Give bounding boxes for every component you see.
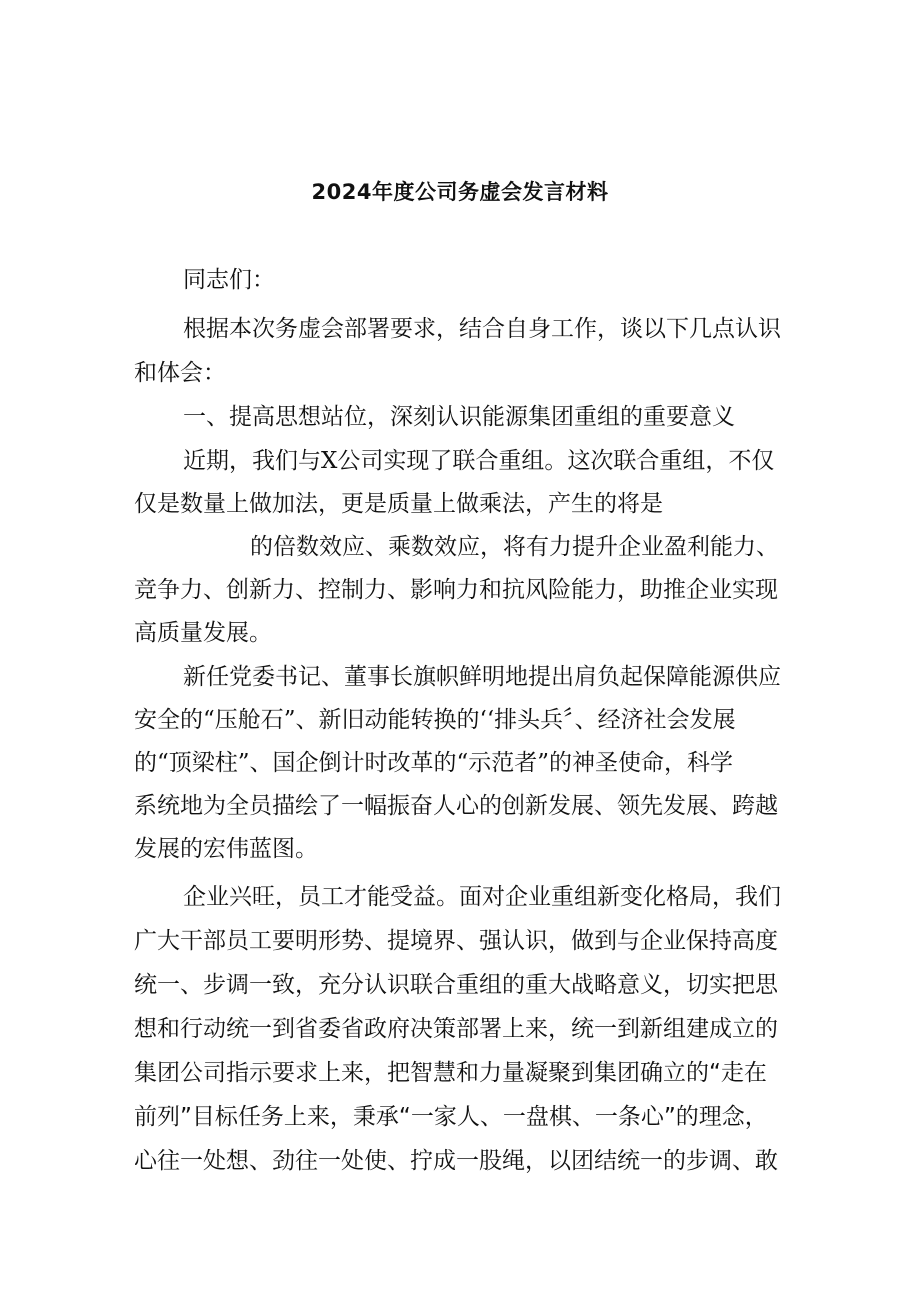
- paragraph-line: 企业兴旺，员工才能受益。面对企业重组新变化格局，我们: [183, 884, 781, 910]
- paragraph-line: 的倍数效应、乘数效应，将有力提升企业盈利能力、: [250, 534, 779, 560]
- document-title: 2024年度公司务虚会发言材料: [311, 180, 609, 204]
- paragraph-line: 近期，我们与X公司实现了联合重组。这次联合重组，不仅: [183, 448, 775, 474]
- paragraph-line: 的“顶梁柱”、国企倒计时改革的“示范者”的神圣使命，科学: [134, 750, 734, 776]
- paragraph-line: 新任党委书记、董事长旗帜鲜明地提出肩负起保障能源供应: [183, 664, 781, 690]
- paragraph-line: 前列”目标任务上来，秉承“一家人、一盘棋、一条心”的理念，: [134, 1104, 768, 1130]
- salutation: 同志们：: [183, 267, 275, 293]
- paragraph-line: 集团公司指示要求上来，把智慧和力量凝聚到集团确立的“走在: [134, 1060, 767, 1086]
- paragraph-line: 想和行动统一到省委省政府决策部署上来，统一到新组建成立的: [134, 1016, 778, 1042]
- paragraph-line: 心往一处想、劲往一处使、拧成一股绳，以团结统一的步调、敢: [134, 1148, 778, 1174]
- paragraph-line: 统一、步调一致，充分认识联合重组的重大战略意义，切实把思: [134, 972, 778, 998]
- paragraph-line: 仅是数量上做加法，更是质量上做乘法，产生的将是: [134, 491, 663, 517]
- paragraph-line: 竞争力、创新力、控制力、影响力和抗风险能力，助推企业实现: [134, 577, 778, 603]
- section-heading: 一、提高思想站位，深刻认识能源集团重组的重要意义: [183, 404, 735, 430]
- paragraph-line: 广大干部员工要明形势、提境界、强认识，做到与企业保持高度: [134, 928, 778, 954]
- paragraph-line: 高质量发展。: [134, 620, 272, 646]
- intro-line: 根据本次务虚会部署要求，结合自身工作，谈以下几点认识: [183, 316, 781, 342]
- paragraph-line: 安全的“压舱石”、新旧动能转换的‘‘排头兵〞、经济社会发展: [134, 707, 736, 733]
- intro-line: 和体会：: [134, 360, 226, 386]
- paragraph-line: 发展的宏伟蓝图。: [134, 836, 318, 862]
- paragraph-line: 系统地为全员描绘了一幅振奋人心的创新发展、领先发展、跨越: [134, 793, 778, 819]
